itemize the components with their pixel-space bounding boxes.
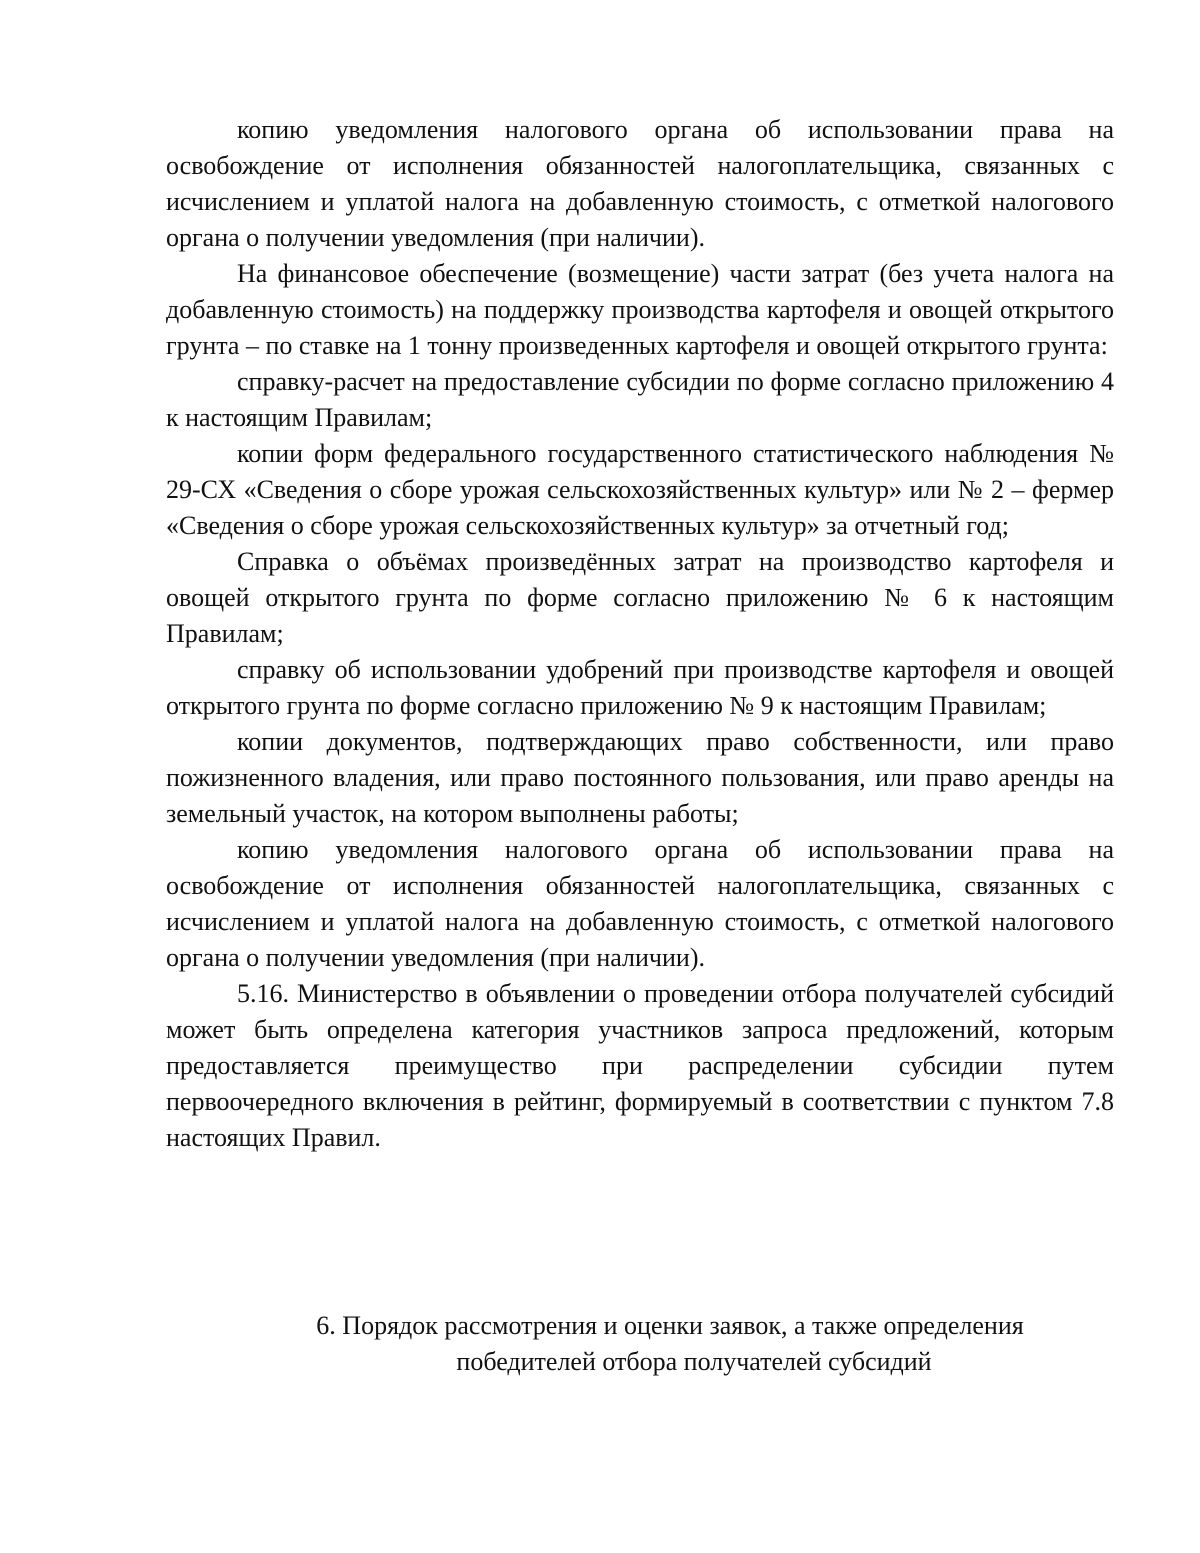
paragraph-land-documents: копии документов, подтверждающих право собственности, или право пожизненного владения, или право постоянного пользования, или право аренды на земельный участок, на котором выполнены работы; [166,727,1114,828]
paragraph-statistical-forms: копии форм федерального государственного статистического наблюдения № 29-СХ «Сведения о сборе урожая сельскохозяйственных культур» или № 2 – фермер «Сведения о сборе урожая сельскохозяйственных культур» за отчетный год; [166,439,1114,540]
paragraph-tax-notice-1: копию уведомления налогового органа об использовании права на освобождение от исполнения обязанностей налогоплательщика, связанных с исчислением и уплатой налога на добавленную стоимость, с отметкой налогового органа о получении уведомления (при наличии). [166,115,1114,252]
document-body [166,112,1114,1156]
paragraph-subsidy-calculation: справку-расчет на предоставление субсидии по форме согласно приложению 4 к настоящим Правилам; [166,367,1114,432]
section-6-heading [166,1308,1114,1380]
paragraph-fertilizer-reference: справку об использовании удобрений при производстве картофеля и овощей открытого грунта по форме согласно приложению № 9 к настоящим Правилам; [166,655,1114,720]
paragraph-costs-reference: Справка о объёмах произведённых затрат на производство картофеля и овощей открытого грунта по форме согласно приложению № 6 к настоящим Правилам; [166,547,1114,648]
paragraph-tax-notice-2: копию уведомления налогового органа об использовании права на освобождение от исполнения обязанностей налогоплательщика, связанных с исчислением и уплатой налога на добавленную стоимость, с отметкой налогового органа о получении уведомления (при наличии). [166,835,1114,972]
section-heading-line-2: победителей отбора получателей субсидий [456,1347,932,1376]
section-heading-line-1: 6. Порядок рассмотрения и оценки заявок, а также определения [316,1311,1024,1340]
paragraph-financing-potato-vegetables: На финансовое обеспечение (возмещение) части затрат (без учета налога на добавленную стоимость) на поддержку производства картофеля и овощей открытого грунта – по ставке на 1 тонну произведенных картофеля и овощей открытого грунта: [166,259,1114,360]
paragraph-section-5-16: 5.16. Министерство в объявлении о проведении отбора получателей субсидий может быть определена категория участников запроса предложений, которым предоставляется преимущество при распределении субсидии путем первоочередного включения в рейтинг, формируемый в соответствии с пунктом 7.8 настоящих Правил. [166,979,1114,1152]
